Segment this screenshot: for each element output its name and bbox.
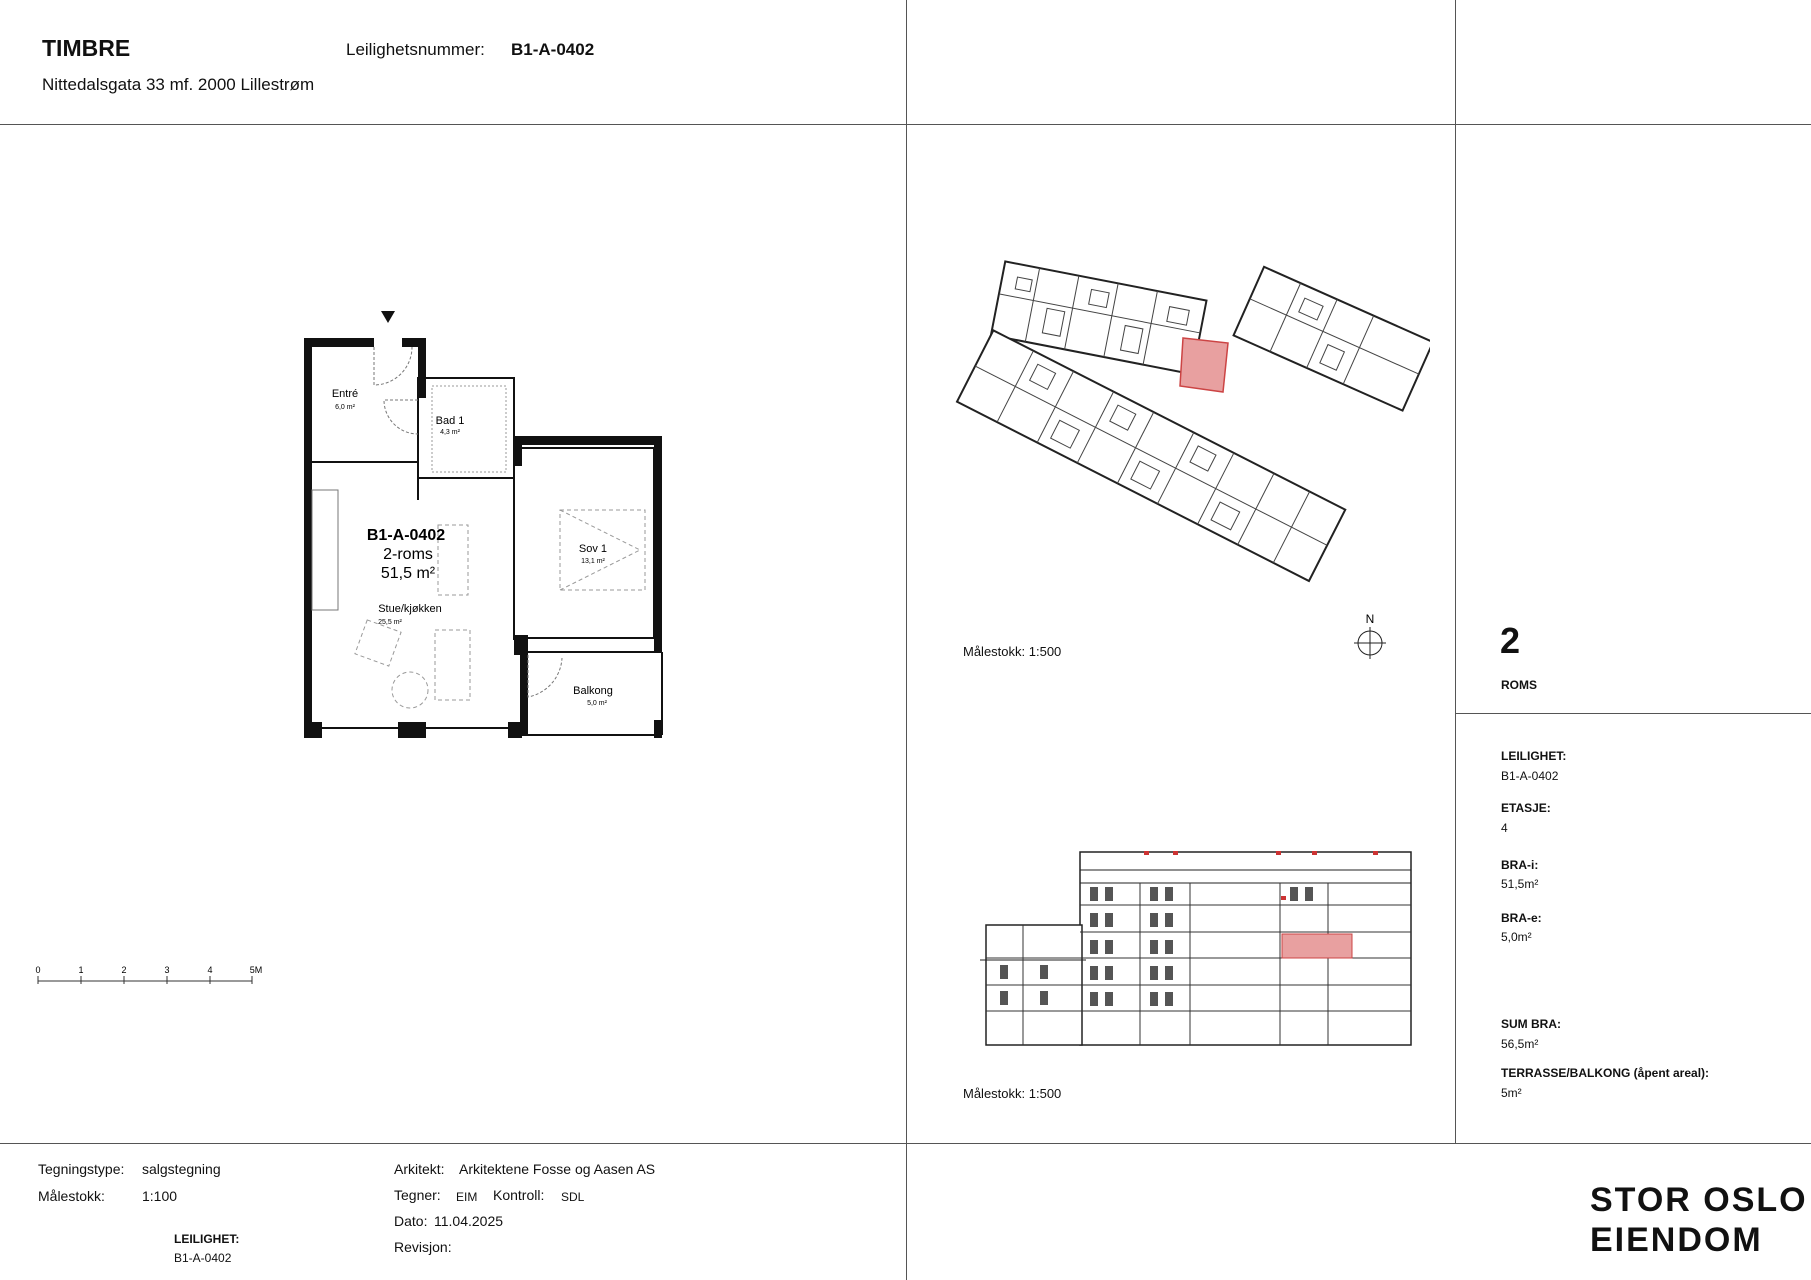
room-area-sov: 13,1 m² [581,558,605,565]
project-address: Nittedalsgata 33 mf. 2000 Lillestrøm [42,75,315,94]
room-area-balkong: 5,0 m² [587,700,607,707]
sum-bra-label: SUM BRA: [1501,1017,1561,1031]
logo-line-1: STOR OSLO [1590,1181,1808,1219]
site-plan-highlight [1180,338,1228,392]
room-area-stue: 25,5 m² [378,619,402,626]
scale-bar [30,960,280,990]
architect: Arkitektene Fosse og Aasen AS [459,1161,656,1177]
footer-scale-label: Målestokk: [38,1188,105,1204]
column-divider-1 [906,0,907,1280]
room-name-entre: Entré [331,388,359,400]
rooms-label: ROMS [1501,678,1537,692]
drawn-by: EIM [456,1190,478,1204]
info-panel-divider [1455,713,1811,714]
footer-scale: 1:100 [142,1188,178,1204]
drawing-type-label: Tegningstype: [38,1161,125,1177]
room-name-stue: Stue/kjøkken [378,603,442,615]
date: 11.04.2025 [434,1213,504,1229]
checked: SDL [561,1190,585,1204]
info-label-leilighet: LEILIGHET: [1501,749,1567,763]
north-label: N [1365,612,1375,626]
scale-tick: 0 [35,965,41,975]
info-value-leilighet: B1-A-0402 [1501,769,1559,783]
room-area-bad: 4,3 m² [440,429,460,436]
room-name-balkong: Balkong [573,685,613,697]
unit-id: B1-A-0402 [366,527,446,544]
logo-line-2: EIENDOM [1590,1221,1763,1259]
info-label-bra-e: BRA-e: [1501,911,1542,925]
apartment-floorplan [280,300,680,750]
unit-rooms: 2-roms [383,546,433,563]
scale-tick: 1 [78,965,84,975]
info-value-bra-e: 5,0m² [1501,930,1532,944]
info-value-bra-i: 51,5m² [1501,877,1539,891]
elevation-scale: Målestokk: 1:500 [963,1086,1062,1101]
site-plan [940,250,1430,670]
scale-tick: 4 [207,965,213,975]
footer-apartment: B1-A-0402 [174,1251,232,1265]
revision-label: Revisjon: [394,1239,452,1255]
scale-tick: 5M [249,965,263,975]
company-logo [1590,1180,1808,1260]
entrance-marker-icon [381,311,395,323]
scale-tick: 3 [164,965,170,975]
footer-apartment-label: LEILIGHET: [174,1232,240,1246]
architect-label: Arkitekt: [394,1161,445,1177]
elevation-highlight [1282,934,1352,958]
sum-bra-value: 56,5m² [1501,1037,1539,1051]
date-label: Dato: [394,1213,428,1229]
drawing-type: salgstegning [142,1161,221,1177]
info-label-etasje: ETASJE: [1501,801,1551,815]
site-plan-scale: Målestokk: 1:500 [963,644,1062,659]
terrace-label: TERRASSE/BALKONG (åpent areal): [1501,1066,1710,1080]
apartment-number: B1-A-0402 [511,40,595,59]
drawn-by-label: Tegner: [394,1187,441,1203]
info-label-bra-i: BRA-i: [1501,858,1539,872]
room-area-entre: 6,0 m² [335,404,355,411]
info-value-etasje: 4 [1501,821,1508,835]
north-arrow-icon [1354,627,1386,659]
column-divider-2 [1455,0,1456,1143]
scale-tick: 2 [121,965,127,975]
checked-label: Kontroll: [493,1187,545,1203]
unit-area: 51,5 m² [380,565,436,582]
rooms-count: 2 [1500,620,1521,661]
project-title: TIMBRE [42,35,131,61]
apartment-number-label: Leilighetsnummer: [346,40,485,59]
terrace-value: 5m² [1501,1086,1522,1100]
room-name-sov: Sov 1 [578,543,608,555]
room-name-bad: Bad 1 [435,415,465,427]
elevation-drawing [970,845,1420,1050]
